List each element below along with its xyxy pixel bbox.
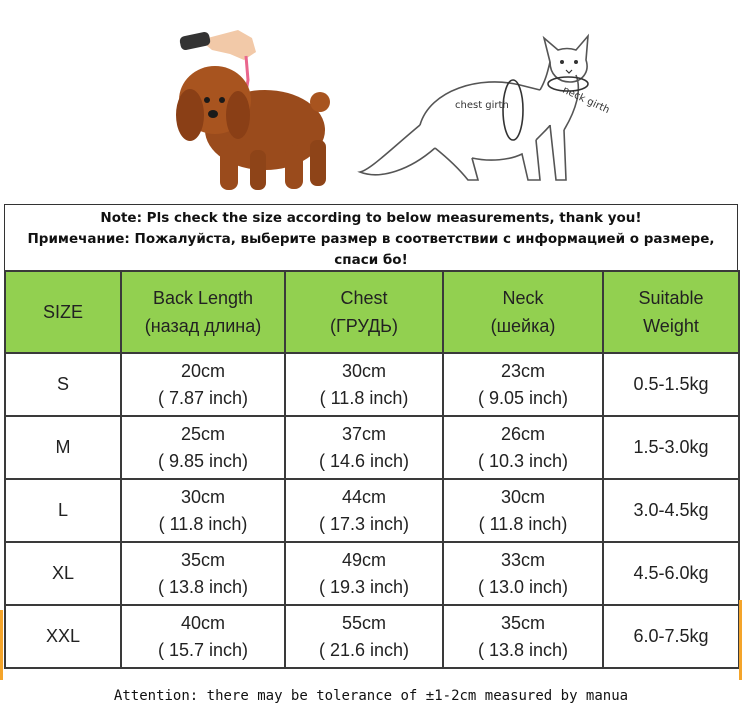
header-neck-en: Neck xyxy=(502,288,544,308)
neck-cm: 33cm xyxy=(500,549,545,570)
back-length-cell xyxy=(121,416,285,479)
weight-cell: 4.5-6.0kg xyxy=(603,542,739,605)
neck-inch: ( 13.8 inch) xyxy=(477,639,569,660)
neck-inch: ( 11.8 inch) xyxy=(478,513,568,534)
table-row xyxy=(5,353,739,416)
back-length-inch: ( 7.87 inch) xyxy=(157,387,249,408)
back-length-cm: 25cm xyxy=(180,423,225,444)
chest-cell xyxy=(285,353,443,416)
neck-cell xyxy=(443,605,603,668)
neck-cm: 30cm xyxy=(500,486,545,507)
neck-girth-label: neck girth xyxy=(560,84,612,117)
size-cell: XL xyxy=(5,542,121,605)
back-length-cell xyxy=(121,479,285,542)
weight-cell: 3.0-4.5kg xyxy=(603,479,739,542)
header-weight-line1: Suitable xyxy=(638,288,704,308)
note-english: Note: Pls check the size according to below measurements, thank you! xyxy=(100,210,642,226)
neck-inch: ( 9.05 inch) xyxy=(477,387,569,408)
chest-girth-label: chest girth xyxy=(455,100,509,111)
chest-cell xyxy=(285,605,443,668)
back-length-cm: 35cm xyxy=(180,549,225,570)
weight-cell: 0.5-1.5kg xyxy=(603,353,739,416)
neck-cm: 26cm xyxy=(500,423,545,444)
back-length-inch: ( 15.7 inch) xyxy=(157,639,249,660)
chest-cm: 44cm xyxy=(341,486,386,507)
back-length-cell xyxy=(121,353,285,416)
header-back-length-en: Back Length xyxy=(152,288,254,308)
dog-measurement-photo xyxy=(160,20,340,200)
weight-cell: 6.0-7.5kg xyxy=(603,605,739,668)
size-cell: S xyxy=(5,353,121,416)
neck-inch: ( 13.0 inch) xyxy=(477,576,569,597)
back-length-inch: ( 9.85 inch) xyxy=(157,450,249,471)
size-cell: XXL xyxy=(5,605,121,668)
header-chest xyxy=(285,271,443,353)
header-weight-line2: Weight xyxy=(643,316,699,336)
left-edge-accent xyxy=(0,610,3,680)
header-back-length xyxy=(121,271,285,353)
back-length-inch: ( 11.8 inch) xyxy=(158,513,248,534)
chest-cm: 49cm xyxy=(341,549,386,570)
size-chart-table xyxy=(4,270,740,669)
back-length-inch: ( 13.8 inch) xyxy=(157,576,249,597)
neck-cm: 23cm xyxy=(500,360,545,381)
note-russian: Примечание: Пожалуйста, выберите размер в соответствии с информацией о размере, спаси бо! xyxy=(27,231,715,268)
chest-cm: 55cm xyxy=(341,612,386,633)
back-length-cell xyxy=(121,542,285,605)
size-cell: L xyxy=(5,479,121,542)
chest-cell xyxy=(285,542,443,605)
back-length-cm: 20cm xyxy=(180,360,225,381)
chest-cell xyxy=(285,416,443,479)
header-chest-en: Chest xyxy=(340,288,388,308)
cat-measurement-drawing xyxy=(350,30,620,200)
table-row xyxy=(5,479,739,542)
neck-cell xyxy=(443,416,603,479)
chest-inch: ( 21.6 inch) xyxy=(318,639,410,660)
weight-cell: 1.5-3.0kg xyxy=(603,416,739,479)
table-row xyxy=(5,416,739,479)
back-length-cm: 30cm xyxy=(180,486,225,507)
neck-cm: 35cm xyxy=(500,612,545,633)
table-row xyxy=(5,542,739,605)
header-back-length-ru: (назад длина) xyxy=(144,316,262,336)
header-weight xyxy=(603,271,739,353)
neck-inch: ( 10.3 inch) xyxy=(477,450,569,471)
size-note xyxy=(4,204,738,270)
table-header-row xyxy=(5,271,739,353)
neck-cell xyxy=(443,542,603,605)
chest-inch: ( 11.8 inch) xyxy=(319,387,409,408)
chest-cell xyxy=(285,479,443,542)
header-chest-ru: (ГРУДЬ) xyxy=(330,316,398,336)
table-row xyxy=(5,605,739,668)
size-cell: M xyxy=(5,416,121,479)
chest-inch: ( 17.3 inch) xyxy=(318,513,410,534)
neck-cell xyxy=(443,479,603,542)
chest-cm: 30cm xyxy=(341,360,386,381)
header-neck xyxy=(443,271,603,353)
header-size-label: SIZE xyxy=(42,302,83,322)
chest-inch: ( 14.6 inch) xyxy=(318,450,410,471)
attention-note: Attention: there may be tolerance of ±1-2cm measured by manua xyxy=(113,688,629,704)
chest-inch: ( 19.3 inch) xyxy=(318,576,410,597)
illustration-area xyxy=(0,0,742,204)
header-neck-ru: (шейка) xyxy=(490,316,556,336)
neck-cell xyxy=(443,353,603,416)
back-length-cm: 40cm xyxy=(180,612,225,633)
back-length-cell xyxy=(121,605,285,668)
header-size xyxy=(5,271,121,353)
chest-cm: 37cm xyxy=(341,423,386,444)
